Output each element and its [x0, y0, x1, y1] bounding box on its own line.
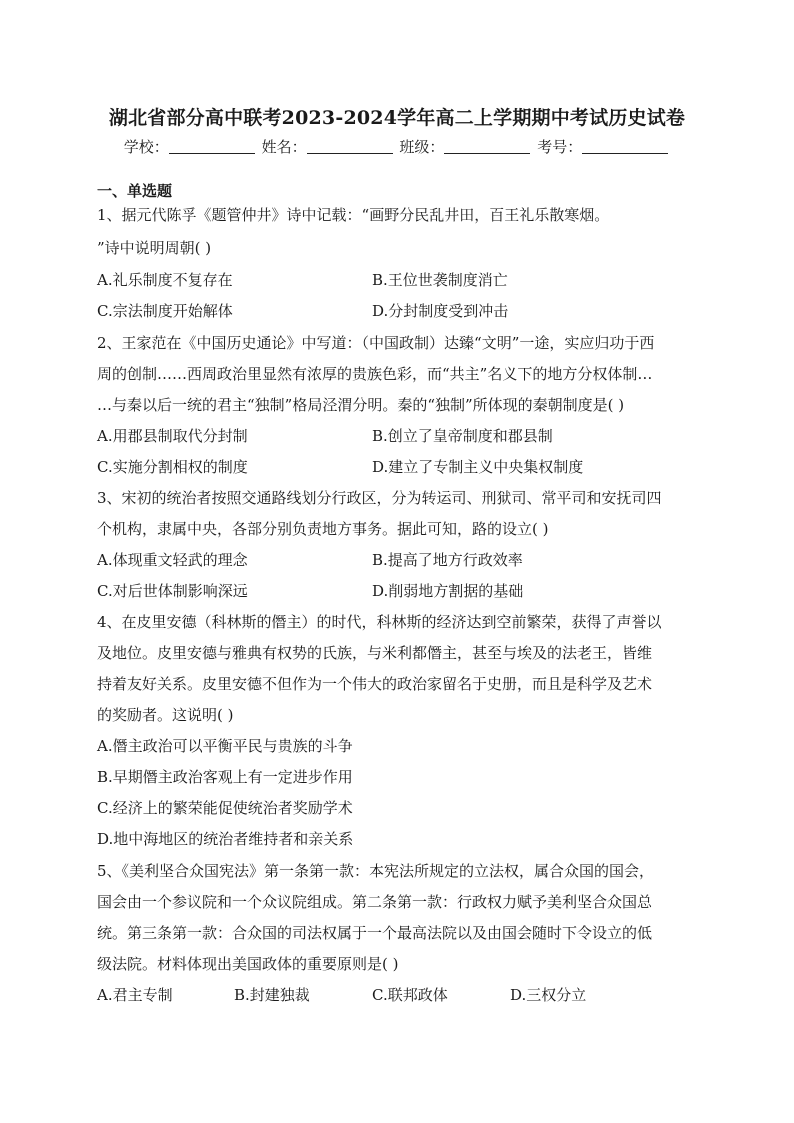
- question-2-option-d[interactable]: D.建立了专制主义中央集权制度: [372, 458, 584, 476]
- question-4-line-4: 的奖励者。这说明( ): [97, 706, 234, 724]
- name-label: 姓名：: [261, 138, 307, 156]
- question-5-line-4: 级法院。材料体现出美国政体的重要原则是( ): [97, 955, 399, 973]
- student-info-line: [0, 136, 794, 157]
- question-5-option-c[interactable]: C.联邦政体: [372, 986, 448, 1004]
- question-2-option-a[interactable]: A.用郡县制取代分封制: [97, 427, 248, 445]
- question-3-option-c[interactable]: C.对后世体制影响深远: [97, 582, 248, 600]
- class-blank[interactable]: [444, 139, 530, 154]
- question-5-line-2: 国会由一个参议院和一个众议院组成。第二条第一款：行政权力赋予美利坚合众国总: [97, 893, 653, 911]
- question-2-line-2: 周的创制……西周政治里显然有浓厚的贵族色彩，而“共主”名义下的地方分权体制…: [97, 365, 653, 383]
- question-2-line-1: 2、王家范在《中国历史通论》中写道：（中国政制）达臻“文明”一途，实应归功于西: [97, 334, 655, 352]
- question-4-option-c[interactable]: C.经济上的繁荣能促使统治者奖励学术: [97, 799, 353, 817]
- question-4-option-b[interactable]: B.早期僭主政治客观上有一定进步作用: [97, 768, 353, 786]
- exam-title: 湖北省部分高中联考2023-2024学年高二上学期期中考试历史试卷: [108, 107, 686, 129]
- question-1-line-1: 1、据元代陈孚《题管仲井》诗中记载：“画野分民乱井田，百王礼乐散寒烟。: [97, 206, 610, 224]
- question-1-option-c[interactable]: C.宗法制度开始解体: [97, 302, 233, 320]
- school-blank[interactable]: [169, 139, 255, 154]
- question-1-option-a[interactable]: A.礼乐制度不复存在: [97, 271, 233, 289]
- question-4-line-2: 及地位。皮里安德与雅典有权势的氏族，与米利都僭主，甚至与埃及的法老王，皆维: [97, 644, 653, 662]
- class-label: 班级：: [399, 138, 445, 156]
- question-5-line-1: 5、《美利坚合众国宪法》第一条第一款：本宪法所规定的立法权，属合众国的国会，: [97, 862, 655, 880]
- question-5-option-d[interactable]: D.三权分立: [510, 986, 587, 1004]
- question-1-option-b[interactable]: B.王位世袭制度消亡: [372, 271, 508, 289]
- question-5-line-3: 统。第三条第一款：合众国的司法权属于一个最高法院以及由国会随时下令设立的低: [97, 924, 653, 942]
- question-3-line-1: 3、宋初的统治者按照交通路线划分行政区，分为转运司、刑狱司、常平司和安抚司四: [97, 489, 662, 507]
- question-5-option-b[interactable]: B.封建独裁: [234, 986, 310, 1004]
- question-1-line-2: ”诗中说明周朝( ): [97, 239, 212, 257]
- question-5-option-a[interactable]: A.君主专制: [97, 986, 173, 1004]
- name-blank[interactable]: [307, 139, 393, 154]
- question-4-option-d[interactable]: D.地中海地区的统治者维持者和亲关系: [97, 830, 354, 848]
- question-2-line-3: …与秦以后一统的君主“独制”格局泾渭分明。秦的“独制”所体现的秦朝制度是( ): [97, 396, 625, 414]
- question-4-option-a[interactable]: A.僭主政治可以平衡平民与贵族的斗争: [97, 737, 353, 755]
- question-3-line-2: 个机构，隶属中央，各部分别负责地方事务。据此可知，路的设立( ): [97, 520, 549, 538]
- question-3-option-d[interactable]: D.削弱地方割据的基础: [372, 582, 524, 600]
- question-2-option-c[interactable]: C.实施分割相权的制度: [97, 458, 248, 476]
- question-4-line-1: 4、在皮里安德（科林斯的僭主）的时代，科林斯的经济达到空前繁荣，获得了声誉以: [97, 613, 662, 631]
- question-3-option-a[interactable]: A.体现重文轻武的理念: [97, 551, 248, 569]
- exam-number-blank[interactable]: [582, 139, 668, 154]
- section-heading: 一、单选题: [97, 182, 173, 200]
- question-4-line-3: 持着友好关系。皮里安德不但作为一个伟大的政治家留名于史册，而且是科学及艺术: [97, 675, 653, 693]
- question-3-option-b[interactable]: B.提高了地方行政效率: [372, 551, 523, 569]
- school-label: 学校：: [123, 138, 169, 156]
- question-1-option-d[interactable]: D.分封制度受到冲击: [372, 302, 509, 320]
- exam-number-label: 考号：: [537, 138, 583, 156]
- question-2-option-b[interactable]: B.创立了皇帝制度和郡县制: [372, 427, 553, 445]
